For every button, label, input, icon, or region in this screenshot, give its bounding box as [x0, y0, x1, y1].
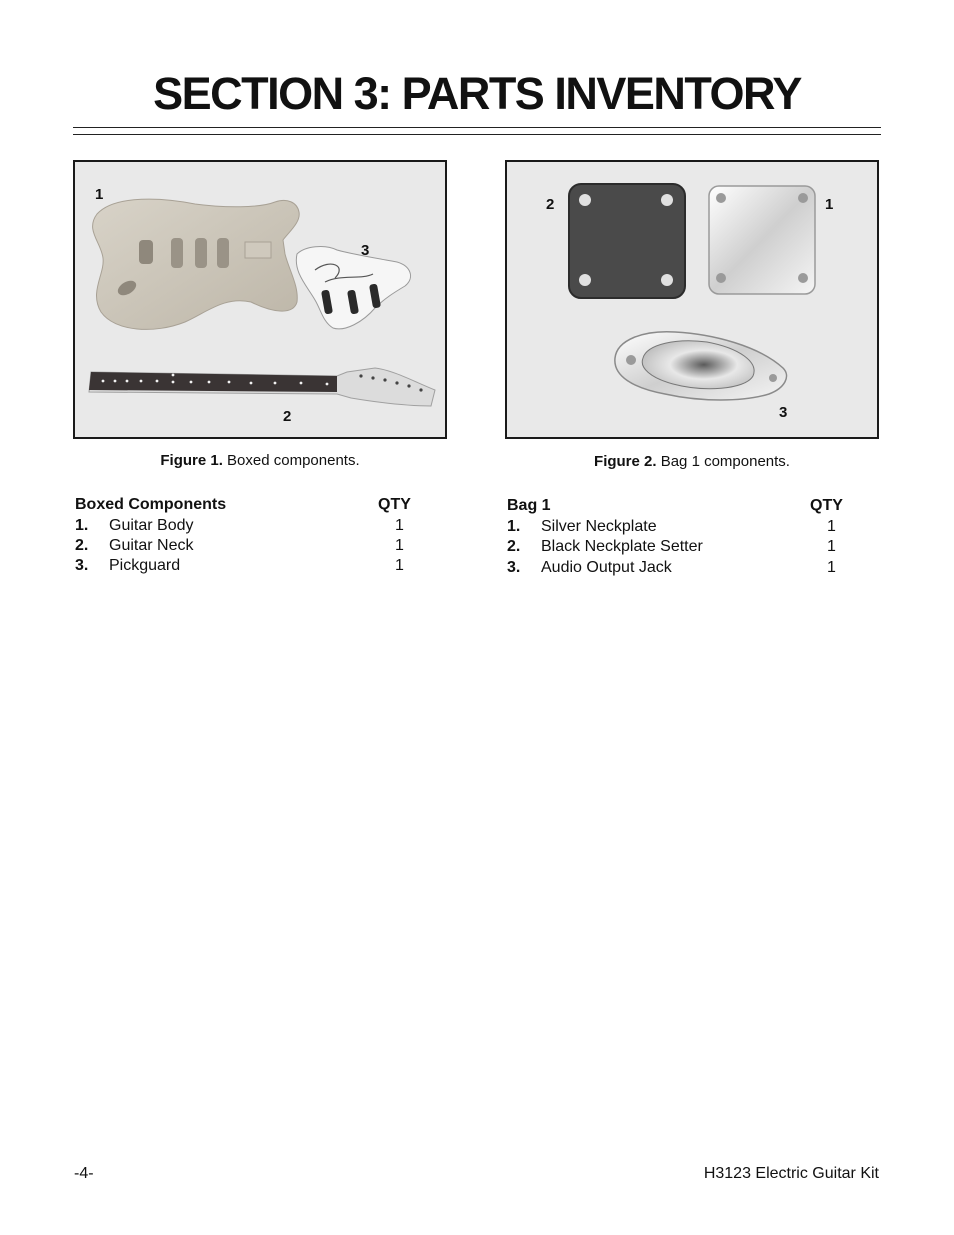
table-header-label: Boxed Components	[75, 496, 227, 513]
pickguard-shape	[296, 247, 410, 329]
figure-1-illustration	[75, 162, 445, 437]
figure-2-caption-label: Figure 2.	[594, 453, 657, 470]
figure-1-caption	[73, 452, 447, 469]
jack-screw-hole	[769, 374, 777, 382]
page-number: -4-	[74, 1165, 94, 1182]
body-cavity	[171, 238, 183, 268]
row-number: 3.	[75, 557, 89, 574]
figure-2-illustration	[507, 162, 877, 437]
figure-1-caption-label: Figure 1.	[160, 452, 223, 469]
figure-2-photo	[505, 160, 879, 439]
figure-1-callout-3: 3	[361, 242, 370, 259]
figure-2-callout-1: 1	[825, 196, 834, 213]
row-number: 2.	[507, 538, 521, 555]
table-header-qty: QTY	[810, 497, 843, 514]
figure-1-callout-2: 2	[283, 408, 292, 425]
row-name: Black Neckplate Setter	[541, 538, 703, 555]
row-qty: 1	[395, 557, 404, 574]
row-name: Silver Neckplate	[541, 518, 657, 535]
row-name: Audio Output Jack	[541, 559, 672, 576]
row-qty: 1	[395, 537, 404, 554]
row-number: 1.	[75, 517, 89, 534]
figure-1-photo	[73, 160, 447, 439]
row-qty: 1	[395, 517, 404, 534]
row-number: 2.	[75, 537, 89, 554]
table-header	[507, 497, 847, 517]
figure-2-callout-3: 3	[779, 404, 788, 421]
body-cavity	[217, 238, 229, 268]
row-name: Pickguard	[109, 557, 181, 574]
table-row	[507, 518, 847, 538]
document-title-footer: H3123 Electric Guitar Kit	[703, 1165, 879, 1182]
row-qty: 1	[827, 559, 836, 576]
table-header-qty: QTY	[378, 496, 411, 513]
title-rule-bottom	[73, 134, 881, 135]
table-row	[75, 537, 415, 557]
row-number: 3.	[507, 559, 521, 576]
row-qty: 1	[827, 518, 836, 535]
table-row	[75, 517, 415, 537]
jack-screw-hole	[626, 355, 636, 365]
table-row	[507, 559, 847, 579]
figure-2-callout-2: 2	[546, 196, 555, 213]
body-cavity	[139, 240, 153, 264]
figure-2-caption-text: Bag 1 components.	[656, 453, 790, 470]
row-number: 1.	[507, 518, 521, 535]
page-title: SECTION 3: PARTS INVENTORY	[153, 68, 801, 119]
neck-pocket	[245, 242, 271, 258]
body-cavity	[195, 238, 207, 268]
row-name: Guitar Body	[109, 517, 194, 534]
row-qty: 1	[827, 538, 836, 555]
table-row	[75, 557, 415, 577]
figure-1-caption-text: Boxed components.	[222, 452, 360, 469]
table-header	[75, 496, 415, 516]
figure-2-caption	[505, 453, 879, 470]
table-header-label: Bag 1	[507, 497, 551, 514]
row-name: Guitar Neck	[109, 537, 194, 554]
title-rule-top	[73, 127, 881, 128]
figure-1-callout-1: 1	[95, 186, 104, 203]
table-row	[507, 538, 847, 558]
